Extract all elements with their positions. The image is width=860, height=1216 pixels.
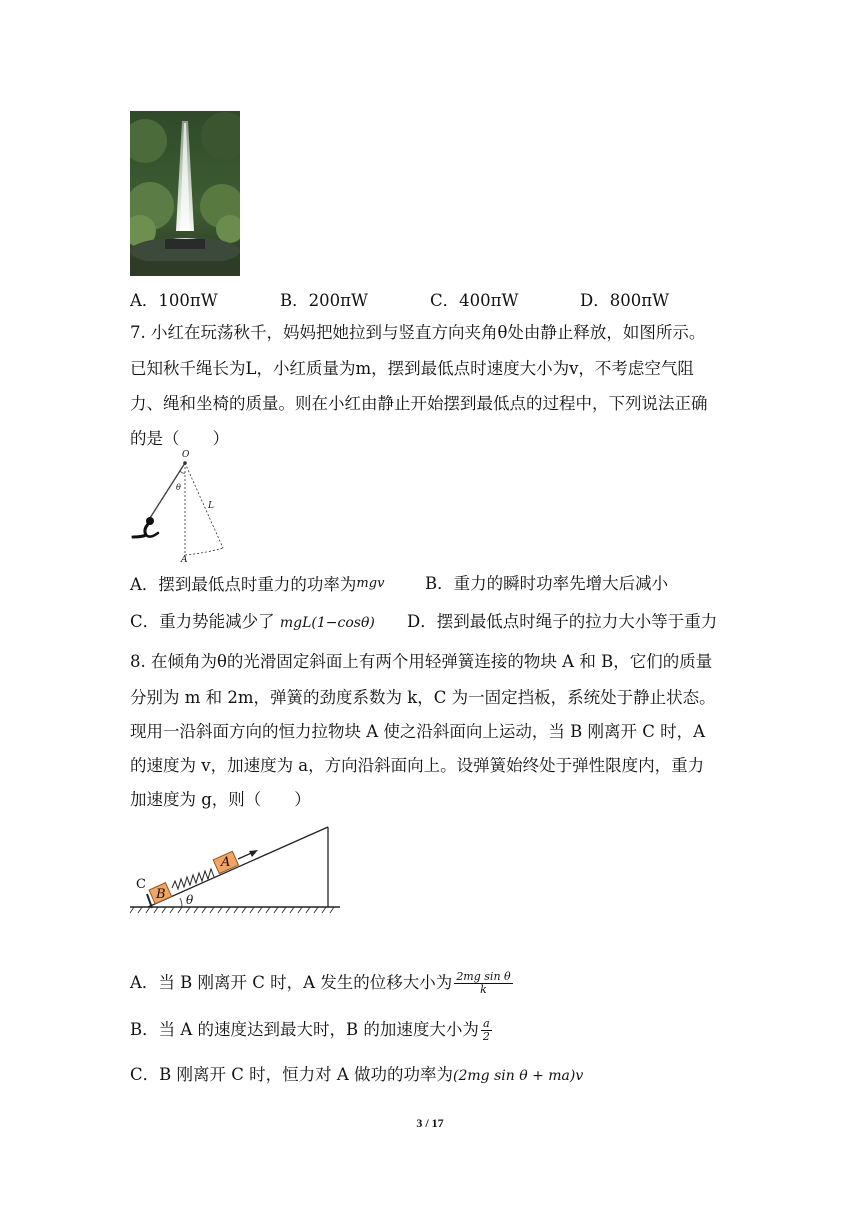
q8-line-2: 分别为 m 和 2m，弹簧的劲度系数为 k，C 为一固定挡板，系统处于静止状态。: [130, 688, 716, 707]
q8-option-b-numerator: a: [481, 1018, 492, 1031]
q8-fig-label-c: C: [136, 877, 146, 892]
q7-option-c-math: mgL(1−cosθ): [279, 615, 375, 631]
q8-option-b-text: B．当 A 的速度达到最大时，B 的加速度大小为: [130, 1020, 479, 1039]
q6-option-a: A．100πW: [130, 291, 218, 310]
q6-option-d: D．800πW: [580, 291, 670, 310]
q7-swing-figure: [128, 450, 228, 567]
q6-option-c: C．400πW: [430, 291, 519, 310]
q6-options: [130, 290, 730, 312]
q8-option-c-text: C．B 刚离开 C 时，恒力对 A 做功的功率为: [130, 1065, 454, 1084]
q7-option-a-math: mgv: [356, 576, 385, 591]
q8-line-1: 8. 在倾角为θ的光滑固定斜面上有两个用轻弹簧连接的物块 A 和 B，它们的质量: [130, 652, 713, 671]
q8-option-a-denominator: k: [480, 983, 487, 996]
q8-line-4: 的速度为 v，加速度为 a，方向沿斜面向上。设弹簧始终处于弹性限度内，重力: [130, 756, 705, 775]
q7-line-3: 力、绳和坐椅的质量。则在小红由静止开始摆到最低点的过程中，下列说法正确: [130, 394, 708, 413]
q8-option-b: [130, 1018, 492, 1043]
q7-fig-label-o: O: [182, 450, 190, 460]
q8-option-a-numerator: 2mg sin θ: [456, 970, 511, 983]
q7-line-2: 已知秋千绳长为L，小红质量为m，摆到最低点时速度大小为v，不考虑空气阻: [130, 359, 694, 378]
q7-option-a-text: A．摆到最低点时重力的功率为: [130, 575, 357, 594]
page-number: 3 / 17: [416, 1116, 444, 1130]
q8-fig-label-b: B: [156, 887, 166, 902]
q8-option-a-text: A．当 B 刚离开 C 时，A 发生的位移大小为: [130, 973, 453, 992]
q7-line-1: 7. 小红在玩荡秋千，妈妈把她拉到与竖直方向夹角θ处由静止释放，如图所示。: [130, 323, 706, 342]
q8-line-5: 加速度为 g，则（ ）: [130, 790, 311, 809]
q7-option-c: [130, 611, 375, 634]
q8-option-b-fraction: [481, 1018, 492, 1043]
q6-option-b: B．200πW: [280, 291, 368, 310]
q7-fig-label-l: L: [208, 501, 214, 511]
q7-option-a: [130, 573, 384, 596]
q8-option-c: [130, 1064, 583, 1087]
q7-option-c-text: C．重力势能减少了: [130, 612, 275, 631]
q8-incline-figure: [130, 822, 345, 917]
q7-option-d: D．摆到最低点时绳子的拉力大小等于重力: [407, 612, 718, 631]
q7-line-4: 的是（ ）: [130, 429, 229, 448]
q8-option-c-math: (2mg sin θ + ma)v: [453, 1068, 584, 1084]
q8-line-3: 现用一沿斜面方向的恒力拉物块 A 使之沿斜面向上运动，当 B 刚离开 C 时，A: [130, 722, 706, 741]
q8-option-b-denominator: 2: [482, 1030, 490, 1043]
q7-fig-label-theta: θ: [176, 483, 181, 492]
q8-fig-label-a: A: [221, 855, 231, 870]
q7-option-b: B．重力的瞬时功率先增大后减小: [425, 574, 669, 593]
q8-fig-label-theta: θ: [186, 893, 194, 907]
q8-option-a: [130, 971, 513, 996]
q8-option-a-fraction: [454, 971, 512, 996]
q7-fig-label-a: A: [181, 555, 188, 565]
fountain-photo: [130, 111, 240, 276]
